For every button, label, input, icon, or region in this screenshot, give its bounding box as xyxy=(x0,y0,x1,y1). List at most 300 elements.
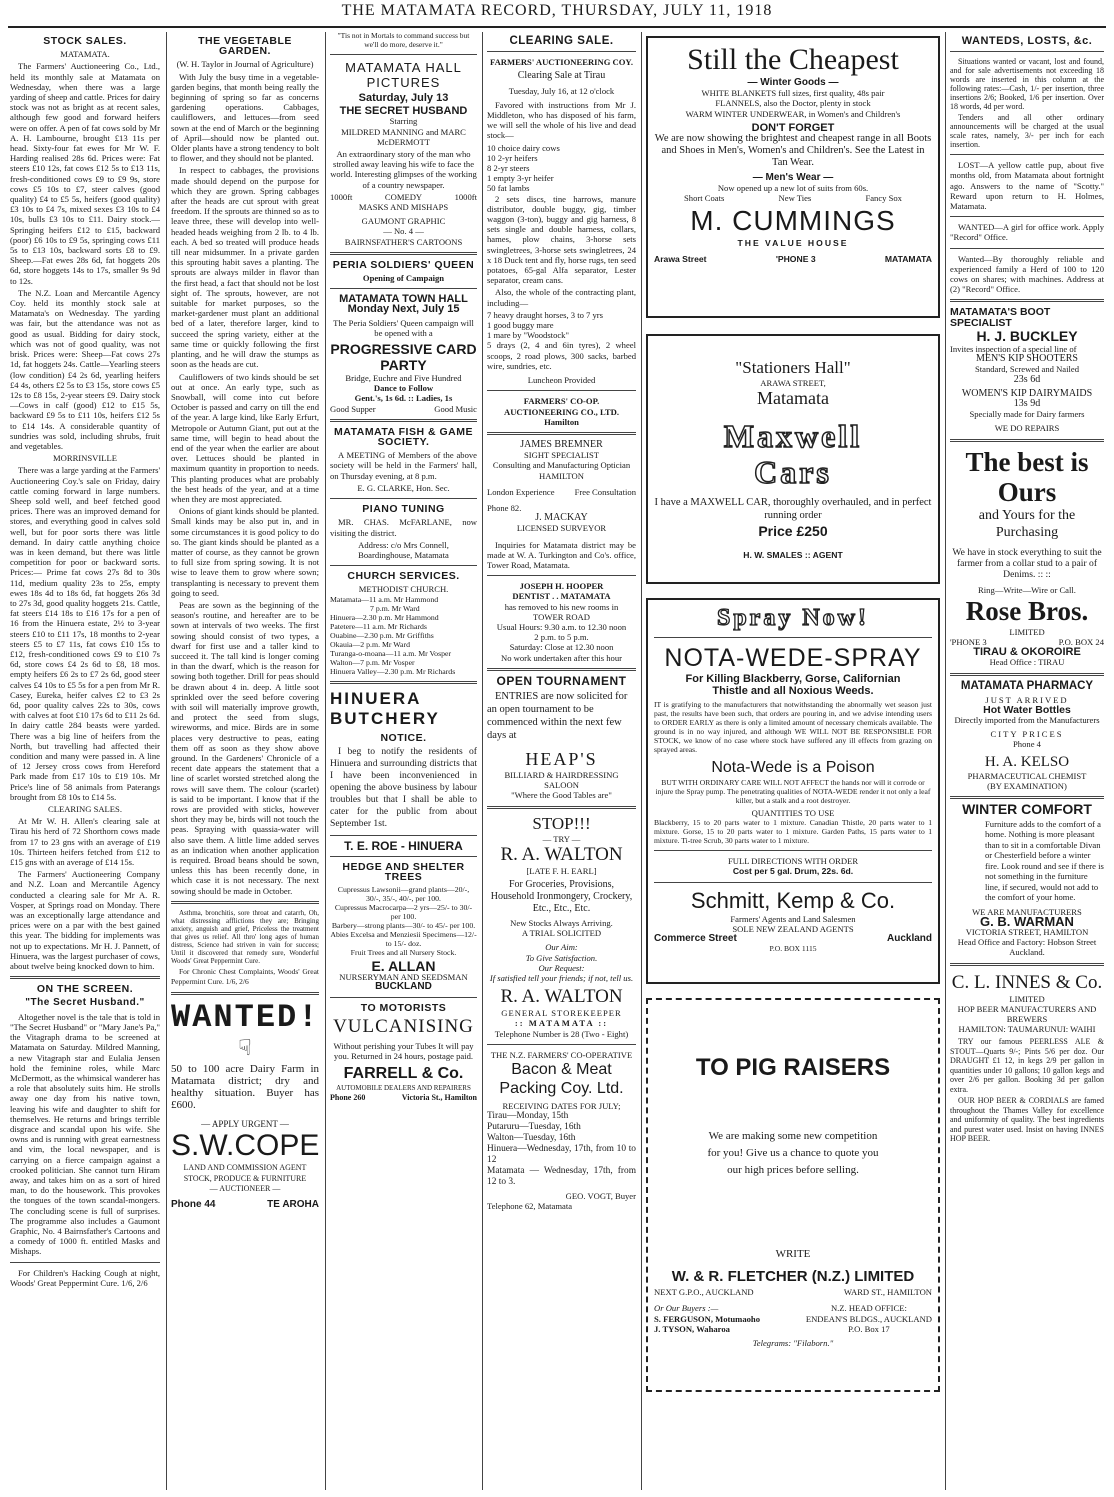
bacon-company: Bacon & Meat Packing Coy. Ltd. xyxy=(499,1061,624,1098)
allan-name: E. ALLAN xyxy=(371,958,436,975)
hedge-item: Cupressus Macrocarpa—2 yrs—25/- to 30/- per 100. xyxy=(334,903,473,922)
divider xyxy=(330,419,477,422)
asthma-verse-ad: Asthma, bronchitis, sore throat and catarrh, Oh, what distressing afflictions they are; Bringing anxiety, anguish and grief, Priceless the treatment that gives us relief. All thro' long ages of human distress, Science had striven in vain for success; Until it discovered that remedy sure, Wonderful Woods' Great Peppermint Cure. xyxy=(171,908,319,965)
cheapest-heading: Still the Cheapest xyxy=(687,43,899,76)
article-paragraph: The Farmers' Auctioneering Co., Ltd., held its monthly sale at Matamata on Wednesday, when there was a large yarding of sheep and cattle. Prices for dairy stock was not as bright as at recent sales, although few good and forward heifers were on offer. A pen of fat cows sold by Mr A. H. Lambourne, brought £13 11s per head. Sixty-four fat ewes for Mr W. F. Harding realised 28s 6d. Prices were: Fat steers £10 12s, fat cows £12 5s to £13 11s, fresh-conditioned cows £9 to £9 9s, store cows £5 10s to £7, steer calves (good quality) £4 to £5 5s, heifers (good quality) £3 10s to £4 7s, mixed sexes £3 10s to £4 10s, bulls £3 10s to £11. Dairy stock.—Springing heifers £12 to £15, backward (poor) £6 10s to £9 5s, springing cows £11 5s to £13 10s, backward sorts £8 to £9. Sheep.—Fat ewes 28s 6d, fat hoggets 20s 6d, store hoggets 14s to 17s, smaller 9s 9d to 12s. xyxy=(10,61,160,286)
drum-cost: Cost per 5 gal. Drum, 22s. 6d. xyxy=(732,866,854,877)
rose-limited: LIMITED xyxy=(1009,626,1045,637)
bremner-name: JAMES BREMNER xyxy=(520,438,603,450)
methodist-heading: METHODIST CHURCH. xyxy=(358,584,449,595)
fletcher-details xyxy=(654,1303,932,1334)
sale-intro: Favored with instructions from Mr J. Middleton, who has disposed of his farm, we will sell the whole of his live and dead stock— xyxy=(487,99,636,141)
dentist: DENTIST . . MATAMATA xyxy=(512,591,611,602)
cordials-text: OUR HOP BEER & CORDIALS are famed throughout the Thames Valley for excellence and uniformity of quality. The best ingredients and purest water used. Insist on having INNES HOP BEER. xyxy=(950,1096,1104,1144)
divider xyxy=(487,668,636,671)
pointing-hand-icon: ☟ xyxy=(238,1035,252,1061)
divider xyxy=(487,51,636,52)
divider xyxy=(330,681,477,684)
rose-box: P.O. BOX 24 xyxy=(1058,637,1104,648)
cummings-phone: 'PHONE 3 xyxy=(775,253,816,264)
divider xyxy=(330,288,477,289)
farrell-subtitle: AUTOMOBILE DEALERS AND REPAIRERS xyxy=(336,1083,471,1092)
ring-write: Ring—Write—Wire or Call. xyxy=(978,584,1076,595)
divider xyxy=(330,856,477,857)
winter-goods: — Winter Goods — xyxy=(747,77,839,88)
pig-raisers: TO PIG RAISERS xyxy=(695,1054,891,1081)
buckley-name: H. J. BUCKLEY xyxy=(976,327,1078,344)
peria-text: The Peria Soldiers' Queen campaign will be opened with a xyxy=(333,317,474,338)
warman-street: VICTORIA STREET, HAMILTON xyxy=(965,926,1089,937)
maxwell-text: I have a MAXWELL CAR, thoroughly overhauled, and in perfect running order xyxy=(654,497,932,522)
new-stocks: New Stocks Always Arriving. xyxy=(510,917,613,928)
maxwell-ad xyxy=(646,334,940,584)
admission-prices: Gent.'s, 1s 6d. :: Ladies, 1s xyxy=(354,393,453,404)
heaps-name: HEAP'S xyxy=(525,748,598,769)
butchery-title: BUTCHERY xyxy=(330,708,440,728)
buyer-telephone: Telephone 62, Matamata xyxy=(487,1201,573,1212)
heaps-slogan: "Where the Good Tables are" xyxy=(511,790,612,801)
hop-beer-makers: HOP BEER MANUFACTURERS AND BREWERS xyxy=(957,1003,1097,1024)
contracting-intro: Also, the whole of the contracting plant, including— xyxy=(487,287,636,308)
divider xyxy=(330,565,477,566)
coop-name: FARMERS' CO-OP. AUCTIONEERING CO., LTD. xyxy=(503,396,619,417)
starring-label: Starring xyxy=(389,116,418,127)
kip-shooters: MEN'S KIP SHOOTERS xyxy=(975,353,1078,365)
buyers-label: Or Our Buyers :— xyxy=(654,1303,719,1314)
kip-price: 23s 6d xyxy=(1013,373,1041,385)
chemist: PHARMACEUTICAL CHEMIST xyxy=(967,770,1087,781)
secret-husband-heading: "The Secret Husband." xyxy=(25,997,145,1009)
cummings-footer xyxy=(654,254,932,264)
stock-item: 10 2-yr heifers xyxy=(487,152,538,163)
winter-item: WHITE BLANKETS full sizes, first quality, 48s pair xyxy=(701,88,885,99)
cummings-town: MATAMATA xyxy=(884,253,932,264)
butchery-title: HINUERA xyxy=(330,688,422,708)
receiving-date: Hinuera—Wednesday, 17th, from 10 to 12 xyxy=(487,1144,636,1166)
hot-water-bottles: Hot Water Bottles xyxy=(983,704,1071,717)
buyer-name: GEO. VOGT, Buyer xyxy=(565,1191,636,1202)
cope-footer xyxy=(171,1200,319,1210)
quote: "Tis not in Mortals to command success but we'll do more, deserve it." xyxy=(337,32,470,49)
wanted-notice: Wanted—By thoroughly reliable and experienced family a Herd of 100 to 120 cows on shares; with machines. Address at (2) "Record" Office. xyxy=(950,253,1104,295)
forget-text: We are now showing the brightest and cheapest range in all Boots and Shoes in Men's, Women's and Children's. See the Latest in Tan Wear. xyxy=(654,133,932,169)
divider xyxy=(950,673,1104,676)
luncheon: Luncheon Provided xyxy=(527,375,596,386)
hedge-item: Barbery—strong plants—30/- to 45/- per 100. xyxy=(331,921,476,931)
church-heading: CHURCH SERVICES. xyxy=(347,570,460,583)
head-office-label: N.Z. HEAD OFFICE: xyxy=(830,1303,907,1314)
poison-text: BUT WITH ORDINARY CARE WILL NOT AFFECT the hands nor will it corrode or injure the Spray pump. The penetrating qualities of NOTA-WEDE render it not only a leaf killer, but a stalk and a root destroyer. xyxy=(655,778,931,805)
imported-text: Directly imported from the Manufacturers xyxy=(954,715,1100,726)
film-description: An extraordinary story of the man who strolled away leaving his wife to face the world. Interesting glimpses of the working of a country newspaper. xyxy=(330,149,477,190)
maxwell-price: Price £250 xyxy=(758,523,828,540)
hall-pictures-title: MATAMATA HALL PICTURES xyxy=(345,60,462,90)
divider xyxy=(950,216,1104,217)
innes-name: C. L. INNES & Co. xyxy=(951,971,1103,993)
peerless-ale-text: TRY our famous PEERLESS ALE & STOUT—Quarts 9/-; Pints 5/6 per doz. Our DRAUGHT £1 12, in kegs 2/9 per gallon in quantities under 10 gallons; 10 gallon kegs and over 2/6 per gallon. Booking 3d per gallon extra. xyxy=(950,1037,1104,1094)
comedy-length: 1000ft xyxy=(454,191,477,202)
auctioneer-coy: FARMERS' AUCTIONEERING COY. xyxy=(489,57,633,68)
plant-item: 1 good buggy mare xyxy=(487,320,554,331)
article-paragraph: Onions of giant kinds should be planted. Small kinds may be also put in, and in some circumstances it is good policy to do so. The giant kinds should be planted as a matter of course, as they cannot be grown to full size from spring sowing. It is not wise to leave them to grow where sown; transplanting is necessary to prevent them going to seed. xyxy=(171,506,319,598)
rose-bros: Rose Bros. xyxy=(965,595,1089,626)
boot-specialist: MATAMATA'S BOOT SPECIALIST xyxy=(950,306,1051,329)
mens-item: Fancy Sox xyxy=(865,193,902,204)
killing-text: For Killing Blackberry, Gorse, Californian Thistle and all Noxious Weeds. xyxy=(685,673,901,697)
free-consultation: Free Consultation xyxy=(574,486,636,497)
buckley-text: Invites inspection of a special line of xyxy=(950,344,1077,355)
peria-opening: Opening of Campaign xyxy=(362,273,445,284)
matamata-subheading: MATAMATA. xyxy=(60,49,110,60)
divider xyxy=(10,976,160,979)
clearing-sales-subheading: CLEARING SALES. xyxy=(47,804,122,815)
cope-phone: Phone 44 xyxy=(171,1199,216,1211)
divider xyxy=(950,796,1104,799)
gaumont-graphic: GAUMONT GRAPHIC xyxy=(361,216,446,227)
wanteds-heading: WANTEDS, LOSTS, &c. xyxy=(961,35,1093,47)
warman-name: G. B. WARMAN xyxy=(980,913,1074,929)
wanted-heading: WANTED! xyxy=(171,999,319,1037)
service-line: Turanga-o-moana—11 a.m. Mr Vosper xyxy=(330,648,452,658)
dairy-special: Specially made for Dairy farmers xyxy=(969,409,1085,420)
stock-item: 50 fat lambs xyxy=(487,183,530,194)
schmitt-street: Commerce Street xyxy=(654,933,737,945)
cope-name: S.W.COPE xyxy=(171,1129,319,1163)
divider xyxy=(950,439,1104,442)
service-line: Patetere—11 a.m. Mr Richards xyxy=(330,621,427,631)
removed-text: has removed to his new rooms in xyxy=(504,601,619,612)
masthead: THE MATAMATA RECORD, THURSDAY, JULY 11, 1918 xyxy=(341,2,773,19)
winter-item: WARM WINTER UNDERWEAR, in Women's and Children's xyxy=(685,108,901,119)
service-line: Ouabine—2.30 p.m. Mr Griffiths xyxy=(330,630,434,640)
yours-purchasing: and Yours for the Purchasing xyxy=(978,507,1076,540)
service-line: 7 p.m. Mr Ward xyxy=(370,603,420,613)
wanted-notice: WANTED—A girl for office work. Apply "Record" Office. xyxy=(950,222,1104,243)
walton-name: R. A. WALTON xyxy=(500,986,623,1008)
tirau-sale: Clearing Sale at Tirau xyxy=(517,70,606,82)
sole-agents: SOLE NEW ZEALAND AGENTS xyxy=(732,923,854,934)
sight-specialist: SIGHT SPECIALIST xyxy=(523,450,600,461)
buyer-name: S. FERGUSON, Motumaoho xyxy=(654,1313,760,1324)
try-label: — TRY — xyxy=(542,833,581,844)
film-title: THE SECRET HUSBAND xyxy=(339,105,468,118)
article-paragraph: At Mr W. H. Allen's clearing sale at Tirau his herd of 72 Shorthorn cows made from 17 to 23 gns with an average of £19 10s. Thirteen heifers fetched from £12 to £15 gns with an average of £14 15s. xyxy=(10,816,160,868)
divider xyxy=(171,992,319,995)
article-paragraph: The N.Z. Loan and Mercantile Agency Coy. held its monthly stock sale at Matamata's on Wednesday. The yarding was fair, but the attendance was not as good as usual. Bidding for dairy stock, which was not of good quality, was not brisk. Prices were: Sheep—Fat cows 27s 1d, fat hoggets 24s. Cattle—Yearling steers (low condition) £4 2s 6d, yearling heifers £4 4s, others £2 5s to £3 15s, store cows £5 12s to £8 15s, 2-year steers £9. Dairy stock—Cows in calf (good) £12 to £15 5s, backward £9 5s to £11 10s, heifers £12 5s to £14 14s. A considerable quantity of sundries was sold, including shrubs, fruit and vegetables. xyxy=(10,287,160,451)
plant-item: 7 heavy draught horses, 3 to 7 yrs xyxy=(487,309,603,320)
quantities-heading: QUANTITIES TO USE xyxy=(751,808,835,818)
receiving-date: Matamata — Wednesday, 17th, from 12 to 3. xyxy=(487,1166,636,1188)
peria-heading: PERIA SOLDIERS' QUEEN xyxy=(332,258,475,271)
column-stock-sales xyxy=(10,32,160,1490)
wanted-farm-text: 50 to 100 acre Dairy Farm in Matamata district; dry and healthy situation. Buyer has £600. xyxy=(171,1063,319,1112)
supper-label: Good Supper xyxy=(330,403,376,414)
vegetable-garden-heading: THE VEGETABLE GARDEN. xyxy=(198,35,292,58)
mens-wear: — Men's Wear — xyxy=(752,172,834,184)
stock-sales-heading: STOCK SALES. xyxy=(43,35,127,47)
cars-title: Cars xyxy=(754,454,832,491)
head-office-address: ENDEAN'S BLDGS., AUCKLAND xyxy=(805,1313,932,1324)
telegrams: Telegrams: "Filaborn." xyxy=(752,1338,834,1349)
mackay-name: J. MACKAY xyxy=(535,512,588,524)
comedy-length: 1000ft xyxy=(330,191,353,202)
gaumont-number: — No. 4 — xyxy=(383,226,424,237)
roe-signature: T. E. ROE - HINUERA xyxy=(344,838,463,853)
music-label: Good Music xyxy=(434,403,477,414)
fish-game-text: A MEETING of Members of the above society will be held in the Farmers' hall, on Thursday evening, at 8 p.m. xyxy=(330,450,477,481)
service-line: Hinuera Valley—2.30 p.m. Mr Richards xyxy=(330,666,456,676)
farrell-name: FARRELL & Co. xyxy=(343,1064,464,1082)
card-party: PROGRESSIVE CARD PARTY xyxy=(330,341,477,374)
innes-limited: LIMITED xyxy=(1009,993,1045,1004)
auctioneer-label: — AUCTIONEER — xyxy=(209,1183,281,1193)
column-wanteds xyxy=(950,32,1104,1490)
piano-address: Address: c/o Mrs Connell, Boardinghouse, Matamata xyxy=(358,539,449,560)
schmitt-city: Auckland xyxy=(886,933,932,945)
by-examination: (BY EXAMINATION) xyxy=(987,781,1067,792)
pharmacy-phone: Phone 4 xyxy=(1013,738,1041,749)
mens-item: New Ties xyxy=(778,193,812,204)
pig-text: We are making some new competition for you! Give us a chance to quote you our high prices before selling. xyxy=(707,1130,879,1176)
nota-wede-spray: NOTA-WEDE-SPRAY xyxy=(664,644,922,672)
aim-label: Our Aim: xyxy=(545,942,578,953)
buckland: BUCKLAND xyxy=(375,980,432,992)
fletcher-name: W. & R. FLETCHER (N.Z.) LIMITED xyxy=(671,1268,915,1286)
womens-kip: WOMEN'S KIP DAIRYMAIDS xyxy=(961,387,1093,399)
schmitt-name: Schmitt, Kemp & Co. xyxy=(690,887,896,913)
stock-item: 10 choice dairy cows xyxy=(487,142,560,153)
piano-text: MR. CHAS. McFARLANE, now visiting the district. xyxy=(330,517,477,538)
column-divider xyxy=(945,32,946,1490)
head-office-box: P.O. Box 17 xyxy=(848,1323,890,1334)
tirau-office: Head Office : TIRAU xyxy=(989,657,1065,668)
tournament-text: ENTRIES are now solicited for an open tournament to be commenced within the next few days at xyxy=(487,690,628,741)
film-stars: MILDRED MANNING and MARC McDERMOTT xyxy=(341,126,466,147)
tournament-heading: OPEN TOURNAMENT xyxy=(496,673,627,688)
notice-heading: NOTICE. xyxy=(380,731,427,744)
walton-name: R. A. WALTON xyxy=(500,843,623,865)
dont-forget: DON'T FORGET xyxy=(751,121,835,134)
directions: FULL DIRECTIONS WITH ORDER xyxy=(727,856,859,867)
receiving-date: Tirau—Monday, 15th xyxy=(487,1111,569,1122)
rose-phone: 'PHONE 3 xyxy=(950,637,987,648)
schmitt-pobox: P.O. BOX 1115 xyxy=(769,944,817,954)
tenders-text: Tenders and all other ordinary announcements will be charged at the usual scale rates, namely, 3/- per inch for each insertion. xyxy=(950,113,1104,150)
receiving-dates: RECEIVING DATES FOR JULY; xyxy=(502,1101,621,1112)
matamata-label: Matamata xyxy=(757,388,829,409)
article-paragraph: There was a large yarding at the Farmers' Auctioneering Coy.'s sale on Friday, dairy cattle coming forward in large numbers. Sheep sold well, and beef fetched good prices. There was an improved demand for stores, and everything good in calves sold well, but for poor sorts there was little demand. In dairy cattle anything choice was in keen demand, but there was little competition for poor or backward sorts. Prices:— Prime fat cows 27s 8d to 30s 11d, medium quality 23s to 25s, empty ewes 18s 4d to 18s 6d, fat hoggets 26s 3d to 27s 3d, good quality hoggets 21s. Cattle, fat steers £14 18s to £16 17s for a pen of 16 from the Hinuera estate, 2½ to 3-year steers £10 to £11 17s, 18 months to 2-year steers £5 to £7 11s, fat cows £10 15s to £12, fresh-conditioned cows £9 to £10 7s 6d, store cows £4 2s 6d to £8, 18 mos. empty heifers £6 2s to £7 2s 6d, good steer calves £4 10s to £5 5s for a pen from Mr R. Casey, Eureka, heifer calves £2 to £3 2s 6d, poor quality calves 22s to 30s, cows with calves at foot £10 17s 6d to £11 2s 6d. In dairy cattle 284 beasts were yarded. There was a big line of heifers from the North, but travelling had affected their condition and many were passed in. A line of 12 Jersey cross cows from Hereford Park made from £17 10s to £19 10s. Mr Price's line of 58 animals from Paterangs brought from £8 10s to £14 5s. xyxy=(10,465,160,802)
comedy-title: MASKS AND MISHAPS xyxy=(358,202,449,213)
fletcher-address: WARD ST., HAMILTON xyxy=(843,1287,932,1298)
column-divider xyxy=(325,32,326,1490)
hedge-item: Abies Excelsa and Menziesii Specimens—12/- to 15/- doz. xyxy=(330,930,477,949)
walton-text: For Groceries, Provisions, Household Ironmongery, Crockery, Etc., Etc., Etc. xyxy=(490,878,633,914)
cope-subtitle: LAND AND COMMISSION AGENT STOCK, PRODUCE & FURNITURE xyxy=(183,1163,307,1183)
request-label: Our Request: xyxy=(538,962,585,973)
comedy-row xyxy=(330,192,477,202)
write-label: WRITE xyxy=(775,1248,811,1260)
article-paragraph: Cauliflowers of two kinds should be set out at once. An early type, such as Snowball, will come into cut before October is passed and carry on till the end of the year. A large kind, like Early Erfurt, Metropole or Autumn Giant, put out at the same time, will begin to head about the end of the year when the earlier are about over. Lettuces should be planted in maximum quantity in proportion to needs. This planting produces what are probably the best heads of the year, and at a time when they are most appreciated. xyxy=(171,371,319,504)
column-divider xyxy=(641,32,642,1490)
fish-game-secretary: E. G. CLARKE, Hon. Sec. xyxy=(357,482,450,493)
divider xyxy=(330,54,477,55)
comedy-label: COMEDY xyxy=(384,191,423,202)
comfort-text: Furniture adds to the comfort of a home. Nothing is more pleasant than to sit in a comfortable Divan or Chesterfield before a winter fire. Look round and see if there is not something in the furniture line, if secured, would not add to the comfort of your home. xyxy=(985,818,1104,903)
column-local-notices xyxy=(330,32,477,1490)
masthead-rule xyxy=(8,26,1106,28)
hedge-item: Cupressus Lawsonii—grand plants—20/-, 30/-, 35/-, 40/-, per 100. xyxy=(337,885,470,904)
stock-item: 8 2-yr steers xyxy=(487,163,530,174)
mens-text: Now opened up a new lot of suits from 60s. xyxy=(717,183,869,194)
vulcanising: VULCANISING xyxy=(333,1016,474,1038)
walton-telephone: Telephone Number is 28 (Two - Eight) xyxy=(494,1028,629,1039)
service-line: Walton—7 p.m. Mr Vosper xyxy=(330,657,415,667)
plant-item: 5 drays (2, 4 and 6in tyres), 2 wheel scoops, 2 road plows, 300 sacks, barbed wire, sundries, etc. xyxy=(487,340,636,371)
stock-item: 1 empty 3-yr heifer xyxy=(487,173,554,184)
best-is: The best is xyxy=(965,446,1089,477)
manufacturers: WE ARE MANUFACTURERS xyxy=(972,906,1082,917)
plant-item: 1 mare by "Woodstock" xyxy=(487,330,569,341)
walton-town: :: MATAMATA :: xyxy=(514,1018,609,1029)
supper-music-row xyxy=(330,404,477,414)
apply-urgent: — APPLY URGENT — xyxy=(201,1119,289,1130)
city-prices: CITY PRICES xyxy=(990,728,1064,739)
schmitt-footer xyxy=(654,934,932,944)
bremner-footer xyxy=(487,487,636,497)
trial-solicited: A TRIAL SOLICITED xyxy=(521,928,602,939)
maxwell-title: Maxwell xyxy=(723,418,863,455)
poison-heading: Nota-Wede is a Poison xyxy=(711,759,875,776)
tower-road: TOWER ROAD xyxy=(533,611,590,622)
clearing-sale-heading: CLEARING SALE. xyxy=(509,35,614,47)
nota-wede-ad xyxy=(646,598,940,984)
column-divider xyxy=(482,32,483,1490)
gratifying-text: IT is gratifying to the manufacturers that notwithstanding the abnormally wet season just past, the results have been such, that orders are pouring in, and we advise intending users to ORDER EARLY as there is only a limited amount of necessary chemicals available. The ground is in no way injured, and although WE WILL NOT BE RESPONSIBLE FOR STOCK, we know of no case where stock have suffered any ill effects from grazing on sprayed areas. xyxy=(654,700,932,754)
aim-text: To Give Satisfaction. xyxy=(525,952,598,963)
mens-item: Short Coats xyxy=(684,193,725,204)
column-clearing-sale xyxy=(487,32,636,1490)
article-paragraph: With July the busy time in a vegetable-garden begins, that month being really the beginning of spring so far as concerns gardening operations. Cabbages, cauliflowers, and lettuces—from seed sown at the end of March or the beginning of April—should now be planted out. Older plants have a strong tendency to bolt to flower, and they should not be planted. xyxy=(171,71,319,164)
hours: Usual Hours: 9.30 a.m. to 12.30 noon xyxy=(496,621,627,632)
service-line: Matamata—11 a.m. Mr Hammond xyxy=(330,594,439,604)
just-arrived: JUST ARRIVED xyxy=(985,694,1069,705)
farrell-phone: Phone 260 xyxy=(330,1092,366,1102)
hedge-item: Fruit Trees and all Nursery Stock. xyxy=(350,948,457,958)
divider xyxy=(487,575,636,576)
lost-notice: LOST—A yellow cattle pup, about five months old, from Matamata about fortnight ago. Answers to the name of "Scotty." Reward upon return to H. Holmes, Matamata. xyxy=(950,160,1104,212)
divider xyxy=(330,498,477,499)
walton-late: [LATE F. H. EARL] xyxy=(526,865,597,876)
divider xyxy=(171,901,319,904)
general-storekeeper: GENERAL STOREKEEPER xyxy=(501,1008,622,1019)
card-games: Bridge, Euchre and Five Hundred xyxy=(345,373,462,384)
kip-types: Standard, Screwed and Nailed xyxy=(974,364,1080,375)
cope-town: TE AROHA xyxy=(267,1199,319,1211)
coop-town: Hamilton xyxy=(544,416,579,427)
hooper-name: JOSEPH H. HOOPER xyxy=(519,581,604,592)
monday-date: Monday Next, July 15 xyxy=(347,303,460,316)
fletcher-ad xyxy=(646,998,940,1392)
on-the-screen-heading: ON THE SCREEN. xyxy=(36,983,134,996)
plant-list: 2 sets discs, tine harrows, manure distributor, double buggy, gig, timber waggon (3-ton), buggy and gig harness, 8 sets single and double harness, collars, hames, plow chains, 3-horse sets swingletrees, 3-horse sets swingletrees, 24 x 18 Duck tent and fly, horse rugs, ten seed potatoes, 65-gal Alfa separator, Lester separator, cream cans. xyxy=(487,193,636,286)
divider xyxy=(950,299,1104,302)
dance-follow: Dance to Follow xyxy=(373,383,434,394)
farrell-footer xyxy=(330,1093,477,1103)
fletcher-addresses xyxy=(654,1287,932,1297)
column-divider xyxy=(166,32,167,1490)
chest-complaints-ad: For Chronic Chest Complaints, Woods' Great Peppermint Cure. 1/6, 2/6 xyxy=(171,966,319,987)
schmitt-subtitle: Farmers' Agents and Land Salesmen xyxy=(730,913,856,924)
cummings-ad xyxy=(646,36,940,318)
hours: Saturday: Close at 12.30 noon xyxy=(509,642,614,653)
spray-now: Spray Now! xyxy=(716,605,869,631)
divider xyxy=(950,963,1104,966)
winter-comfort: WINTER COMFORT xyxy=(962,801,1092,818)
farrell-address: Victoria St., Hamilton xyxy=(401,1092,477,1102)
divider xyxy=(10,1262,160,1263)
motorists-heading: TO MOTORISTS xyxy=(360,1001,447,1014)
divider xyxy=(487,390,636,391)
divider xyxy=(330,835,477,836)
pharmacy-heading: MATAMATA PHARMACY xyxy=(960,679,1094,692)
divider xyxy=(950,248,1104,249)
service-line: Hinuera—2.30 p.m. Mr Hammond xyxy=(330,612,439,622)
ours: Ours xyxy=(997,476,1057,507)
buyer-name: J. TYSON, Waharoa xyxy=(654,1323,730,1334)
stop-heading: STOP!!! xyxy=(532,813,591,833)
article-paragraph: The Farmers' Auctioneering Company and N.Z. Loan and Mercantile Agency conducted a clearing sale for Mr A. R. Vosper, at Springs road on Monday. There was an exceptionally large attendance and prices were on a par with the best gained this year. The bidding for implements was not up to expectations. Mr H. J. Pannett, of Hinuera, was the largest purchaser of cows, about twelve being knocked down to him. xyxy=(10,869,160,972)
optician: Consulting and Manufacturing Optician xyxy=(492,460,631,471)
heaps-subtitle: BILLIARD & HAIRDRESSING SALOON xyxy=(504,769,619,791)
service-line: Okauia—2 p.m. Mr Ward xyxy=(330,639,410,649)
womens-price: 13s 9d xyxy=(1013,398,1041,410)
allan-subtitle: NURSERYMAN AND SEEDSMAN xyxy=(339,971,468,982)
denims-text: We have in stock everything to suit the farmer from a collar stud to a pair of Denims. :: :: xyxy=(952,546,1102,580)
hedge-heading: HEDGE AND SHELTER TREES xyxy=(342,860,465,884)
butchery-notice: I beg to notify the residents of Hinuera and surrounding districts that I have been inconvenienced in opening the above business by labour troubles but that I shall be able to cater for the public from about September 1st. xyxy=(330,745,477,829)
we-do-repairs: WE DO REPAIRS xyxy=(994,423,1060,434)
sale-date: Tuesday, July 16, at 12 o'clock xyxy=(508,85,615,96)
article-paragraph: In respect to cabbages, the provisions made should depend on the purpose for which they are grown. Spring cabbages after the heads are cut sprout with great freedom. If the sprouts are thinned so as to leave three, these will develop into well-headed heads weighing from 2 lb. to 4 lb. each. A bed so treated will produce heads till near midsummer. In a private garden this sprouting habit saves a planting. The sprouts are always milder in flavor than the first head, a fact that should not be lost sight of. The sprouts, however, are not suitable for market purposes, so the market-gardener must plant an additional bed of a later, therefore larger, kind to succeed the spring variety, either at the same time or quickly following the first planting, and he will draw the stumps as soon as the heads are cut. xyxy=(171,165,319,370)
cummings-name: M. CUMMINGS xyxy=(690,204,896,236)
article-paragraph: Peas are sown as the beginning of the season's routine, and hereafter are to be sown at intervals of two weeks. The first sowing should consist of two types, a dwarf for first use and a taller kind to succeed it. The tall kind is longer coming in than the dwarf, which is the reason for sowing both together. Drill for peas should be drawn about 4 in. deep. A little soot sprinkled over the seed before covering with soil will materially improve growth, and protect the seed from slugs, wireworms, and mice. Birds are in some places very destructive to peas, eating them off as soon as they show above ground. In the Gardeners' Chronicle of a recent date appears the statement that a line of scarlet worsted stretched along the rows will save them. The colour (scarlet) is said to be important. I know that if the rows are provided with sticks, however short they may be, birds will not touch the peas. Spraying with quassia-water will also save them. A little lime added serves as an indication when another application is required. Broad beans should be sown, unless this has been recently done, in which case it is not necessary. The next sowing should be made in October. xyxy=(171,599,319,896)
article-paragraph: Altogether novel is the tale that is told in "The Secret Husband" or "Mary Jane's Pa," the Vitagraph drama to be screened at Matamata on Saturday. Mildred Manning, a new Vitagraph star and Eulalia Jensen hold the feminine roles, while Marc McDermott, as the whimsical wanderer has a role that absolutely suits him. He strolls away one day from his native town, leaving his wife and daughter to shift for themselves. He returns and brings terrible disgrace and scandal upon his wife. She owns and is running with great earnestness and vim, the local newspaper, and is carrying on a fierce campaign against a crooked politician. She cannot turn Hiram away, and takes him on as a sort of hired man, to do the housework. This provokes the tongues of the town scandal-mongers. The concluding scene is full of surprises. The programme also includes a Gaumont Graphic, No. 4 Bairnsfather's Cartoons and a comedy of 1000 ft. entitled Masks and Mishaps. xyxy=(10,1011,160,1257)
stationers-hall: "Stationers Hall" xyxy=(735,358,851,377)
divider xyxy=(330,252,477,255)
receiving-date: Walton—Tuesday, 16th xyxy=(487,1133,576,1144)
rates-text: Situations wanted or vacant, lost and found, and for sale advertisements not exceeding 18 words are inserted in this column at the following rates:—Cash, 1/- per insertion, three insertions 2/6; Booked, 1/6 per insertion. Over 18 words, 4d per word. xyxy=(950,57,1104,112)
vulcanising-text: Without perishing your Tubes It will pay you. Returned in 24 hours, postage paid. xyxy=(333,1041,474,1062)
arawa-street: ARAWA STREET, xyxy=(760,378,826,388)
divider xyxy=(487,432,636,435)
warman-office: Head Office and Factory: Hobson Street Auckland. xyxy=(957,937,1097,958)
byline: (W. H. Taylor in Journal of Agriculture) xyxy=(176,59,314,70)
hours: No work undertaken after this hour xyxy=(501,652,622,663)
farmers-coop: THE N.Z. FARMERS' CO-OPERATIVE xyxy=(490,1049,633,1060)
divider xyxy=(654,637,932,638)
request-text: If satisfied tell your friends; if not, tell us. xyxy=(489,973,634,983)
piano-tuning-heading: PIANO TUNING xyxy=(362,503,445,516)
divider xyxy=(950,51,1104,52)
divider xyxy=(487,806,636,809)
peppermint-ad: For Children's Hacking Cough at night, Woods' Great Peppermint Cure. 1/6, 2/6 xyxy=(10,1267,160,1288)
tirau-okoroire: TIRAU & OKOROIRE xyxy=(973,646,1081,659)
divider xyxy=(654,882,932,883)
kelso-name: H. A. KELSO xyxy=(984,753,1070,770)
cummings-street: Arawa Street xyxy=(654,253,707,264)
column-vegetable-garden xyxy=(171,32,319,1490)
bremner-town: HAMILTON xyxy=(539,470,584,481)
